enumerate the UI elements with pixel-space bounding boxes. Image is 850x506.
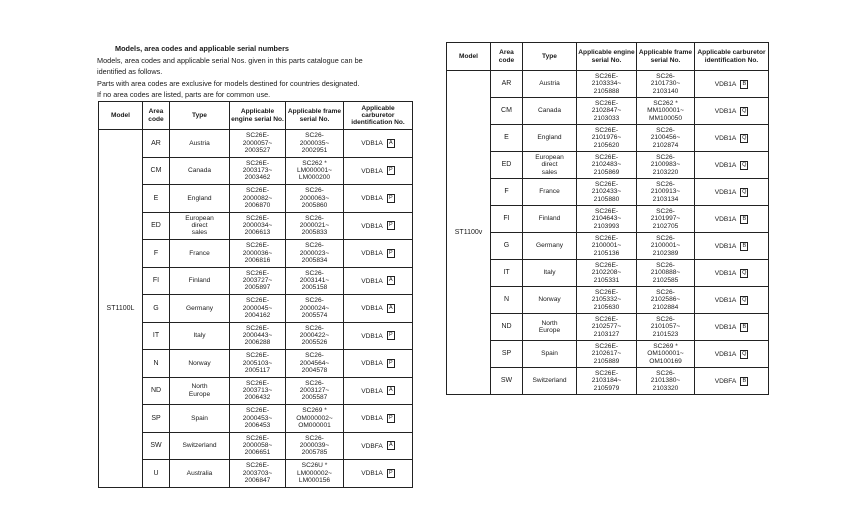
area-code-cell: F xyxy=(491,179,523,206)
engine-serial-cell: SC26E- 2102847~ 2103033 xyxy=(577,98,637,125)
area-code-cell: AR xyxy=(491,71,523,98)
carburetor-id-cell xyxy=(695,314,769,341)
carburetor-mark-box: P xyxy=(387,469,395,478)
carburetor-mark-box: Q xyxy=(742,350,747,357)
carburetor-id: VDB1A xyxy=(714,323,737,331)
type-cell: Switzerland xyxy=(170,432,230,460)
carburetor-mark-box: B xyxy=(740,323,748,332)
carburetor-id: VDB1A xyxy=(361,360,383,367)
type-cell: Canada xyxy=(170,157,230,185)
carburetor-id-cell xyxy=(695,152,769,179)
frame-serial-cell: SC26- 2100888~ 2102585 xyxy=(637,260,695,287)
carburetor-id-cell xyxy=(344,130,413,158)
table-row xyxy=(99,212,413,240)
type-cell: European direct sales xyxy=(170,212,230,240)
carburetor-id: VDB1A xyxy=(361,470,383,477)
table-row xyxy=(99,432,413,460)
carburetor-id-cell xyxy=(695,287,769,314)
table-row xyxy=(99,240,413,268)
carburetor-mark-box: B xyxy=(740,80,748,89)
frame-serial-cell: SC262 * MM100001~ MM100050 xyxy=(637,98,695,125)
table-row xyxy=(99,185,413,213)
table-row xyxy=(447,206,769,233)
table-row xyxy=(447,314,769,341)
engine-serial-cell: SC26E- 2000034~ 2006613 xyxy=(230,212,286,240)
carburetor-id-cell xyxy=(344,295,413,323)
model-header: Model xyxy=(99,102,143,130)
model-name: ST1100L xyxy=(99,130,143,488)
table-row xyxy=(99,405,413,433)
frame-serial-cell: SC26- 2000023~ 2005834 xyxy=(286,240,344,268)
frame-serial-header: Applicable frame serial No. xyxy=(286,102,344,130)
engine-serial-cell: SC26E- 2105332~ 2105630 xyxy=(577,287,637,314)
carburetor-mark-box: A xyxy=(387,139,395,148)
frame-serial-cell: SC269 * OM000002~ OM000001 xyxy=(286,405,344,433)
carburetor-id: VDB1A xyxy=(714,215,737,223)
carburetor-id-cell xyxy=(695,71,769,98)
type-cell: England xyxy=(170,185,230,213)
area-code-cell: FI xyxy=(491,206,523,233)
type-cell: North Europe xyxy=(170,377,230,405)
table-header-row xyxy=(447,43,769,71)
carburetor-id: VDB1A xyxy=(361,387,383,395)
type-cell: Austria xyxy=(523,71,577,98)
type-header: Type xyxy=(523,43,577,71)
type-cell: Spain xyxy=(170,405,230,433)
type-cell: Switzerland xyxy=(523,368,577,395)
area-code-cell: CM xyxy=(491,98,523,125)
carburetor-id-cell xyxy=(695,179,769,206)
carburetor-id-cell xyxy=(695,341,769,368)
type-cell: Norway xyxy=(523,287,577,314)
carburetor-id: VDB1A xyxy=(361,250,383,257)
frame-serial-cell: SC26- 2100456~ 2102874 xyxy=(637,125,695,152)
carburetor-id-cell xyxy=(344,185,413,213)
serial-table-left xyxy=(98,101,413,488)
engine-serial-cell: SC26E- 2000045~ 2004162 xyxy=(230,295,286,323)
area-code-cell: IT xyxy=(491,260,523,287)
carburetor-id: VDB1A xyxy=(714,242,737,250)
carburetor-id-cell xyxy=(695,98,769,125)
table-row xyxy=(99,377,413,405)
table-row xyxy=(99,350,413,378)
area-code-cell: G xyxy=(491,233,523,260)
carburetor-id-header: Applicable carburetor identification No. xyxy=(344,102,413,130)
area-code-cell: ED xyxy=(491,152,523,179)
carburetor-id: VDB1A xyxy=(714,107,737,115)
engine-serial-cell: SC26E- 2102577~ 2103127 xyxy=(577,314,637,341)
carburetor-mark-box: P xyxy=(387,359,395,368)
carburetor-id-cell xyxy=(344,432,413,460)
carburetor-mark-box: P xyxy=(387,166,395,175)
area-code-cell: FI xyxy=(143,267,170,295)
carburetor-id-cell xyxy=(344,240,413,268)
engine-serial-cell: SC26E- 2103334~ 2105888 xyxy=(577,71,637,98)
frame-serial-cell: SC26- 2101730~ 2103140 xyxy=(637,71,695,98)
carburetor-id: VDB1A xyxy=(361,415,383,422)
frame-serial-cell: SC26- 2000039~ 2005785 xyxy=(286,432,344,460)
carburetor-mark-box: Q xyxy=(742,296,747,303)
carburetor-id-cell xyxy=(344,267,413,295)
carburetor-id-cell xyxy=(344,377,413,405)
engine-serial-cell: SC26E- 2000036~ 2006816 xyxy=(230,240,286,268)
intro-line-2: identified as follows. xyxy=(97,67,163,76)
table-row xyxy=(447,260,769,287)
area-code-cell: U xyxy=(143,460,170,488)
carburetor-id-cell xyxy=(344,350,413,378)
engine-serial-cell: SC26E- 2102483~ 2105869 xyxy=(577,152,637,179)
carburetor-id: VDBFA xyxy=(714,377,737,385)
engine-serial-cell: SC26E- 2000082~ 2006870 xyxy=(230,185,286,213)
table-row xyxy=(447,71,769,98)
frame-serial-cell: SC262 * LM000001~ LM000200 xyxy=(286,157,344,185)
carburetor-id: VDB1A xyxy=(714,161,737,169)
engine-serial-cell: SC26E- 2100001~ 2105136 xyxy=(577,233,637,260)
area-code-cell: G xyxy=(143,295,170,323)
frame-serial-header: Applicable frame serial No. xyxy=(637,43,695,71)
table-row xyxy=(99,295,413,323)
carburetor-mark-box: Q xyxy=(742,134,747,141)
frame-serial-cell: SC26- 2101997~ 2102705 xyxy=(637,206,695,233)
table-row xyxy=(99,460,413,488)
frame-serial-cell: SC26- 2004564~ 2004578 xyxy=(286,350,344,378)
intro-heading: Models, area codes and applicable serial numbers xyxy=(115,44,289,53)
carburetor-mark-box: A xyxy=(387,441,395,450)
type-cell: Italy xyxy=(170,322,230,350)
engine-serial-header: Applicable engine serial No. xyxy=(230,102,286,130)
carburetor-id-cell xyxy=(695,206,769,233)
engine-serial-cell: SC26E- 2102208~ 2105331 xyxy=(577,260,637,287)
frame-serial-cell: SC26- 2100001~ 2102389 xyxy=(637,233,695,260)
carburetor-id: VDB1A xyxy=(361,140,383,147)
carburetor-id-header: Applicable carburetor identification No. xyxy=(695,43,769,71)
carburetor-id-cell xyxy=(695,233,769,260)
carburetor-mark-box: P xyxy=(387,331,395,340)
engine-serial-cell: SC26E- 2102617~ 2105889 xyxy=(577,341,637,368)
carburetor-mark-box: A xyxy=(387,386,395,395)
carburetor-mark-box: B xyxy=(740,377,748,386)
type-header: Type xyxy=(170,102,230,130)
area-code-header: Area code xyxy=(491,43,523,71)
model-header: Model xyxy=(447,43,491,71)
table-row xyxy=(447,152,769,179)
engine-serial-cell: SC26E- 2003713~ 2006432 xyxy=(230,377,286,405)
carburetor-mark-box: P xyxy=(387,249,395,258)
area-code-cell: IT xyxy=(143,322,170,350)
area-code-header: Area code xyxy=(143,102,170,130)
carburetor-id-cell xyxy=(695,368,769,395)
engine-serial-cell: SC26E- 2000443~ 2006288 xyxy=(230,322,286,350)
carburetor-id: VDBFA xyxy=(361,442,383,450)
carburetor-id-cell xyxy=(344,157,413,185)
type-cell: Norway xyxy=(170,350,230,378)
carburetor-id-cell xyxy=(344,460,413,488)
carburetor-mark-box: B xyxy=(740,215,748,224)
engine-serial-cell: SC26E- 2003727~ 2005897 xyxy=(230,267,286,295)
intro-line-1: Models, area codes and applicable serial Nos. given in this parts catalogue can be xyxy=(97,55,363,65)
type-cell: North Europe xyxy=(523,314,577,341)
model-name: ST1100v xyxy=(447,71,491,395)
frame-serial-cell: SC26- 2102586~ 2102884 xyxy=(637,287,695,314)
intro-line-4: If no area codes are listed, parts are for common use. xyxy=(97,90,271,99)
carburetor-id-cell xyxy=(344,212,413,240)
carburetor-id-cell xyxy=(344,405,413,433)
carburetor-id: VDB1A xyxy=(714,269,737,277)
carburetor-id: VDB1A xyxy=(714,350,737,358)
carburetor-id: VDB1A xyxy=(361,222,383,230)
engine-serial-cell: SC26E- 2101976~ 2105620 xyxy=(577,125,637,152)
carburetor-id: VDB1A xyxy=(714,134,737,142)
area-code-cell: N xyxy=(143,350,170,378)
frame-serial-cell: SC26- 2000422~ 2005526 xyxy=(286,322,344,350)
area-code-cell: SP xyxy=(143,405,170,433)
engine-serial-cell: SC26E- 2102433~ 2105880 xyxy=(577,179,637,206)
area-code-cell: F xyxy=(143,240,170,268)
intro-line-3: Parts with area codes are exclusive for models destined for countries designated. xyxy=(97,78,360,88)
carburetor-id: VDB1A xyxy=(714,80,737,88)
type-cell: Germany xyxy=(170,295,230,323)
type-cell: Germany xyxy=(523,233,577,260)
engine-serial-header: Applicable engine serial No. xyxy=(577,43,637,71)
engine-serial-cell: SC26E- 2003703~ 2006847 xyxy=(230,460,286,488)
carburetor-id: VDB1A xyxy=(361,277,383,285)
area-code-cell: SW xyxy=(491,368,523,395)
engine-serial-cell: SC26E- 2000058~ 2006651 xyxy=(230,432,286,460)
type-cell: Italy xyxy=(523,260,577,287)
carburetor-id: VDB1A xyxy=(361,305,383,312)
table-row xyxy=(99,130,413,158)
engine-serial-cell: SC26E- 2005103~ 2005117 xyxy=(230,350,286,378)
engine-serial-cell: SC26E- 2000057~ 2003527 xyxy=(230,130,286,158)
type-cell: European direct sales xyxy=(523,152,577,179)
carburetor-id-cell xyxy=(344,322,413,350)
table-row xyxy=(447,368,769,395)
table-row xyxy=(99,322,413,350)
frame-serial-cell: SC26U * LM000002~ LM000156 xyxy=(286,460,344,488)
table-row xyxy=(447,233,769,260)
type-cell: England xyxy=(523,125,577,152)
frame-serial-cell: SC26- 2000024~ 2005574 xyxy=(286,295,344,323)
carburetor-mark-box: P xyxy=(387,414,395,423)
carburetor-id: VDB1A xyxy=(361,167,383,175)
area-code-cell: ED xyxy=(143,212,170,240)
table-row xyxy=(447,98,769,125)
area-code-cell: ND xyxy=(143,377,170,405)
area-code-cell: CM xyxy=(143,157,170,185)
engine-serial-cell: SC26E- 2104643~ 2103993 xyxy=(577,206,637,233)
area-code-cell: SW xyxy=(143,432,170,460)
type-cell: Finland xyxy=(170,267,230,295)
carburetor-mark-box: Q xyxy=(742,161,747,168)
frame-serial-cell: SC26- 2003127~ 2005587 xyxy=(286,377,344,405)
carburetor-mark-box: A xyxy=(387,304,395,313)
engine-serial-cell: SC26E- 2000453~ 2006453 xyxy=(230,405,286,433)
carburetor-mark-box: P xyxy=(387,221,395,230)
frame-serial-cell: SC26- 2000063~ 2005860 xyxy=(286,185,344,213)
table-row xyxy=(99,267,413,295)
frame-serial-cell: SC26- 2000035~ 2002951 xyxy=(286,130,344,158)
carburetor-id-cell xyxy=(695,260,769,287)
carburetor-id: VDB1A xyxy=(361,195,383,202)
carburetor-id: VDB1A xyxy=(361,332,383,340)
area-code-cell: N xyxy=(491,287,523,314)
frame-serial-cell: SC26- 2003141~ 2005158 xyxy=(286,267,344,295)
type-cell: France xyxy=(523,179,577,206)
serial-table-right xyxy=(446,42,769,395)
carburetor-mark-box: Q xyxy=(742,188,747,195)
area-code-cell: E xyxy=(491,125,523,152)
carburetor-id: VDB1A xyxy=(714,296,737,304)
frame-serial-cell: SC26- 2000021~ 2005833 xyxy=(286,212,344,240)
table-row xyxy=(447,125,769,152)
carburetor-mark-box: Q xyxy=(742,269,747,276)
frame-serial-cell: SC26- 2100983~ 2103220 xyxy=(637,152,695,179)
frame-serial-cell: SC26- 2100913~ 2103134 xyxy=(637,179,695,206)
carburetor-mark-box: Q xyxy=(742,107,747,114)
engine-serial-cell: SC26E- 2103184~ 2105979 xyxy=(577,368,637,395)
type-cell: Spain xyxy=(523,341,577,368)
frame-serial-cell: SC26- 2101380~ 2103320 xyxy=(637,368,695,395)
carburetor-id: VDB1A xyxy=(714,188,737,196)
table-row xyxy=(99,157,413,185)
carburetor-mark-box: A xyxy=(387,276,395,285)
intro-text xyxy=(97,43,417,101)
frame-serial-cell: SC26- 2101057~ 2101523 xyxy=(637,314,695,341)
table-row xyxy=(447,179,769,206)
carburetor-mark-box: B xyxy=(740,242,748,251)
type-cell: Finland xyxy=(523,206,577,233)
area-code-cell: E xyxy=(143,185,170,213)
table-header-row xyxy=(99,102,413,130)
engine-serial-cell: SC26E- 2003173~ 2003462 xyxy=(230,157,286,185)
type-cell: Austria xyxy=(170,130,230,158)
carburetor-id-cell xyxy=(695,125,769,152)
area-code-cell: AR xyxy=(143,130,170,158)
area-code-cell: ND xyxy=(491,314,523,341)
table-row xyxy=(447,287,769,314)
table-row xyxy=(447,341,769,368)
type-cell: France xyxy=(170,240,230,268)
carburetor-mark-box: P xyxy=(387,194,395,203)
type-cell: Canada xyxy=(523,98,577,125)
frame-serial-cell: SC269 * OM100001~ OM100169 xyxy=(637,341,695,368)
area-code-cell: SP xyxy=(491,341,523,368)
type-cell: Australia xyxy=(170,460,230,488)
